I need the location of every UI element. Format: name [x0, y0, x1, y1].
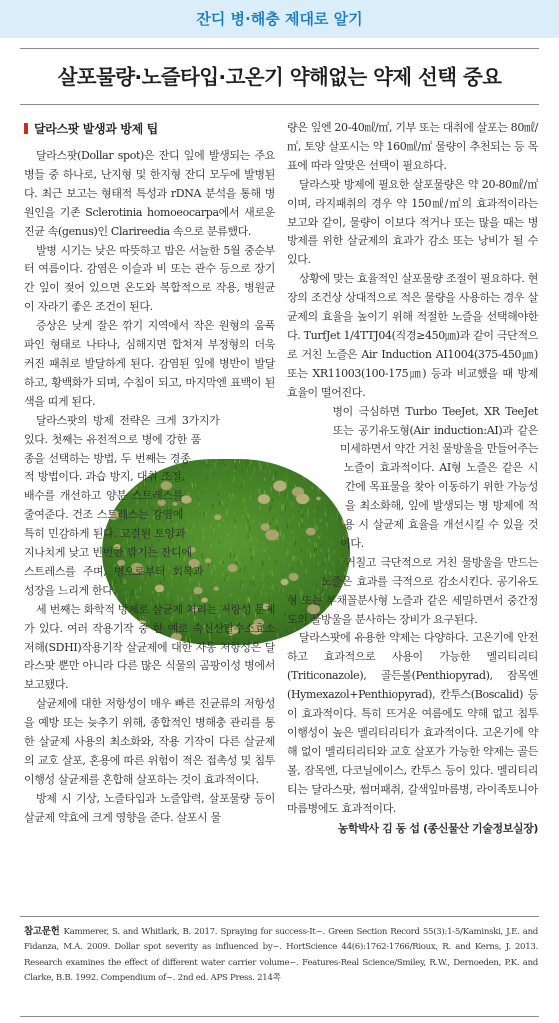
subhead-marker: [24, 123, 28, 134]
paragraph: 증상은 낮게 잘은 깎기 지역에서 작은 원형의 움푹 파인 형태로 나타나, 심해지면 합쳐져 부정형의 더욱 커진 패취로 발달하게 된다. 감염된 잎에 병반이 발달하고, 황백화가 되며, 수침이 되고, 마지막엔 표백이 된 색을 띠게 된다.: [24, 319, 275, 408]
headline-bottom-rule: [20, 104, 539, 105]
paragraph: 상황에 맞는 효율적인 살포물량 조절이 필요하다. 현장의 조건상 상대적으로 적은 물량을 사용하는 경우 살균제의 효율을 높이기 위해 적절한 노즐을 선택해야한다. TurfJet 1/4TTJ04(직경≥450㎛)과 같이 극단적으로 거친 노즐은 Air Induction AI1004(375-450㎛) 또는 XR11003(100-175㎛) 등과 비교했을 때 방제 효율이 떨어진다.: [287, 272, 538, 399]
paragraph: 달라스팟의 방제 전략은 크게 3가지가 있다. 첫째는 유전적으로 병에 강한 품종을 선택하는 방법, 두 번째는 경종적 방법이다. 과습 방지, 대취 조절, 배수를 개선하고 양분 스트레스를 줄여준다. 건조 스트레스는 감염에 특히 민감하게 된다. 고결된 토양과 지나치게 낮고 빈번한 깎기는 잔디에 스트레스를 주며, 병으로부터 회복과 성장을 느리게 한다.: [24, 413, 220, 597]
series-title: 잔디 병·해충 제대로 알기: [196, 10, 363, 28]
author-byline: 농학박사 김 동 섭 (종신물산 기술정보실장): [337, 821, 538, 835]
paragraph: 달라스팟(Dollar spot)은 잔디 잎에 발생되는 주요 병들 중 하나로, 난지형 및 한지형 잔디 모두에 발병된다. 최근 보고는 형태적 특성과 rDNA 분석을 통해 병 원인을 기존 Sclerotinia homoeocarpa에서 새로운 진균 속(genus)인 Clarireedia 속으로 분류했다.: [24, 149, 275, 238]
article-right-column: [287, 119, 538, 909]
section-subhead: [24, 119, 275, 139]
paragraph: 병이 극심하면 Turbo TeeJet, XR TeeJet 또는 공기유도형(Air induction:AI)과 같은 미세하면서 약간 거친 물방울을 만들어주는 노즐이 효과적이다. AI형 노즐은 같은 시간에 목표물을 찾아 이동하기 위한 가능성을 최소화해, 잎에 발생되는 병 방제에 적용 시 살균제 효율을 개선시킬 수 있을 것이다.: [332, 404, 538, 550]
paragraph: 거칠고 극단적으로 거친 물방울을 만드는 노즐은 효과를 극적으로 감소시킨다. 공기유도형 또는 부채꼴분사형 노즐과 같은 세밀하면서 중간정도의 물방울을 분사하는 장비가 요구된다.: [287, 555, 538, 626]
paragraph: 달라스팟에 유용한 약제는 다양하다. 고온기에 안전하고 효과적으로 사용이 가능한 멜리티리티(Triticonazole), 골든볼(Penthiopyrad), 잠목엔(Hymexazol+Penthiopyrad), 칸투스(Boscalid) 등이 효과적이다. 특히 뜨거운 여름에도 약해 없고 침투이행성이 높은 멜리티리티가 효과적이다. 고온기에 약해 없이 멜리티리티와 교호 살포가 가능한 약제는 골든볼, 잠목엔, 다코닐에이스, 칸투스 등이 있다. 멜리티리티는 달라스팟, 썸머패취, 갈색잎마름병, 라이족토니아마름병에도 효과적이다.: [287, 631, 538, 815]
article-left-column: [24, 119, 275, 907]
paragraph: 달라스팟 방제에 필요한 살포물량은 약 20-80㎖/㎡이며, 라지패취의 경우 약 150㎖/㎡의 효과적이라는 보고와 같이, 물량이 이보다 적거나 또는 많을 때는 병 방제를 위한 살균제의 효과가 감소 또는 낭비가 될 수 있다.: [287, 177, 538, 267]
references-top-rule: [20, 916, 539, 917]
paragraph: 세 번째는 화학적 방제로 살균제 처리는 저항성 문제가 있다. 여러 작용기작 중 한 예로 숙신산탈수소효소저해(SDHI)작용기작 살균제에 대한 자동 저항성은 달라스팟 뿐만 아니라 다른 많은 식물의 곰팡이성 병에서 보고됐다.: [24, 602, 275, 692]
paragraph: 방제 시 기상, 노즐타입과 노즐압력, 살포물량 등이 살균제 약효에 크게 영향을 준다. 살포시 물: [24, 791, 275, 824]
references-bottom-rule: [20, 1016, 539, 1017]
references-label: 참고문헌: [24, 926, 60, 937]
article-headline: 살포물량·노즐타입·고온기 약해없는 약제 선택 중요: [57, 65, 502, 89]
references-text: Kammerer, S. and Whitlark, B. 2017. Spraying for success-It~. Green Section Record 55(3):1-5/Kaminski, J.E. and Fidanza, M.A. 2009. Dollar spot severity as influenced by~. HortScience 44(6):1762-1766/Rioux, R. and Kerns, J. 2013. Research examines the effect of different water carrier volume~. Features-Real Science/Smiley, R.W., Dernoeden, P.K. and Clarke, B.B. 1992. Compendium of~. 2nd ed. APS Press. 214쪽: [24, 927, 538, 983]
subhead-text: 달라스팟 발생과 방제 팁: [34, 122, 158, 136]
paragraph: 발병 시기는 낮은 따뜻하고 밤은 서늘한 5월 중순부터 여름이다. 감염은 이슬과 비 또는 관수 등으로 장기간 잎이 젖어 있으면 온도와 복합적으로 작용, 병원균이 자라기 좋은 조건이 된다.: [24, 243, 275, 314]
paragraph: 살균제에 대한 저항성이 매우 빠른 진균류의 저항성을 예방 또는 늦추기 위해, 종합적인 병해충 관리를 통한 살균제 사용의 최소화와, 작용 기작이 다른 살균제의 교호 살포, 혼용에 따른 위험이 적은 접촉성 및 침투이행성 살균제를 혼합해 살포하는 것이 효과적이다.: [24, 697, 275, 786]
headline-top-rule: [20, 48, 539, 49]
references: [24, 924, 538, 986]
paragraph: 량은 잎엔 20-40㎖/㎡, 기부 또는 대취에 살포는 80㎖/㎡, 토양 살포시는 약 160㎖/㎡ 물량이 추천되는 등 목표에 따라 알맞은 선택이 필요하다.: [287, 121, 538, 172]
